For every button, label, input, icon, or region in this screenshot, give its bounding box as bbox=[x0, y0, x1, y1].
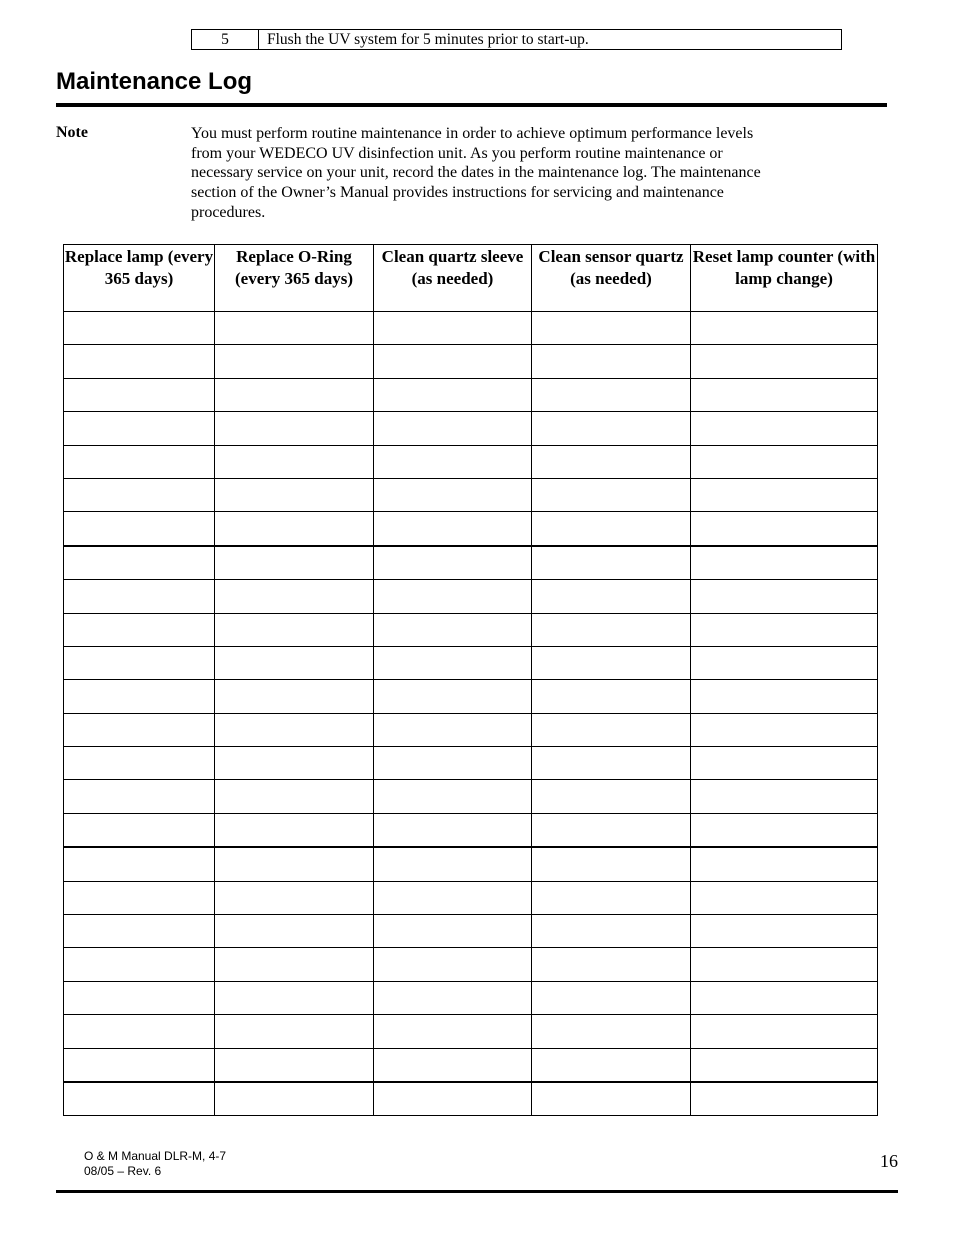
table-row bbox=[64, 1048, 878, 1082]
log-entry-cell[interactable] bbox=[532, 646, 691, 679]
log-entry-cell[interactable] bbox=[374, 948, 532, 981]
log-entry-cell[interactable] bbox=[374, 881, 532, 914]
step-text: Flush the UV system for 5 minutes prior to start-up. bbox=[267, 31, 589, 48]
log-entry-cell[interactable] bbox=[64, 915, 215, 948]
log-entry-cell[interactable] bbox=[532, 613, 691, 646]
log-entry-cell[interactable] bbox=[64, 312, 215, 345]
log-entry-cell[interactable] bbox=[532, 445, 691, 478]
log-entry-cell[interactable] bbox=[532, 813, 691, 847]
table-row bbox=[64, 1015, 878, 1048]
title-divider bbox=[56, 103, 887, 107]
log-entry-cell[interactable] bbox=[215, 1015, 374, 1048]
table-row bbox=[64, 546, 878, 580]
note-text: You must perform routine maintenance in order to achieve optimum performance levels from your WEDECO UV disinfection unit. As you perform routine maintenance or necessary service on your unit, record the dates in the maintenance log. The maintenance section of the Owner’s Manual provides instructions for servicing and maintenance procedures. bbox=[191, 125, 761, 221]
table-row bbox=[64, 680, 878, 713]
log-entry-cell[interactable] bbox=[374, 378, 532, 411]
table-row bbox=[64, 881, 878, 914]
table-header-row bbox=[64, 245, 878, 312]
table-row bbox=[64, 345, 878, 378]
log-entry-cell[interactable] bbox=[374, 813, 532, 847]
log-entry-cell[interactable] bbox=[532, 948, 691, 981]
log-entry-cell[interactable] bbox=[691, 713, 878, 746]
procedure-step-row bbox=[191, 29, 842, 50]
log-entry-cell[interactable] bbox=[532, 780, 691, 813]
log-entry-cell[interactable] bbox=[691, 1015, 878, 1048]
log-entry-cell[interactable] bbox=[374, 747, 532, 780]
footer-revision: 08/05 – Rev. 6 bbox=[84, 1164, 162, 1178]
log-entry-cell[interactable] bbox=[215, 948, 374, 981]
log-entry-cell[interactable] bbox=[691, 512, 878, 546]
table-row bbox=[64, 948, 878, 981]
log-entry-cell[interactable] bbox=[215, 847, 374, 881]
column-header-replace-o-ring: Replace O-Ring (every 365 days) bbox=[215, 245, 374, 312]
log-entry-cell[interactable] bbox=[215, 780, 374, 813]
column-header-reset-lamp-counter: Reset lamp counter (with lamp change) bbox=[691, 245, 878, 312]
log-entry-cell[interactable] bbox=[64, 813, 215, 847]
table-row bbox=[64, 646, 878, 679]
log-entry-cell[interactable] bbox=[691, 915, 878, 948]
table-row bbox=[64, 613, 878, 646]
log-entry-cell[interactable] bbox=[215, 412, 374, 445]
log-entry-cell[interactable] bbox=[64, 1015, 215, 1048]
log-entry-cell[interactable] bbox=[374, 713, 532, 746]
page-number: 16 bbox=[880, 1151, 898, 1171]
log-entry-cell[interactable] bbox=[374, 478, 532, 511]
log-entry-cell[interactable] bbox=[64, 981, 215, 1014]
log-entry-cell[interactable] bbox=[215, 312, 374, 345]
column-header-clean-sensor-quartz: Clean sensor quartz (as needed) bbox=[532, 245, 691, 312]
column-header-clean-quartz-sleeve: Clean quartz sleeve (as needed) bbox=[374, 245, 532, 312]
log-entry-cell[interactable] bbox=[215, 646, 374, 679]
log-entry-cell[interactable] bbox=[64, 948, 215, 981]
table-row bbox=[64, 445, 878, 478]
log-entry-cell[interactable] bbox=[215, 512, 374, 546]
log-entry-cell[interactable] bbox=[691, 747, 878, 780]
log-entry-cell[interactable] bbox=[691, 580, 878, 613]
table-row bbox=[64, 412, 878, 445]
table-row bbox=[64, 813, 878, 847]
maintenance-log-table bbox=[63, 244, 878, 1116]
footer-manual-info bbox=[84, 1149, 226, 1179]
table-body bbox=[64, 312, 878, 1116]
log-entry-cell[interactable] bbox=[374, 847, 532, 881]
log-entry-cell[interactable] bbox=[215, 378, 374, 411]
log-entry-cell[interactable] bbox=[374, 1015, 532, 1048]
log-entry-cell[interactable] bbox=[532, 1048, 691, 1082]
log-entry-cell[interactable] bbox=[532, 915, 691, 948]
log-entry-cell[interactable] bbox=[215, 445, 374, 478]
log-entry-cell[interactable] bbox=[64, 713, 215, 746]
log-entry-cell[interactable] bbox=[374, 345, 532, 378]
log-entry-cell[interactable] bbox=[532, 412, 691, 445]
log-entry-cell[interactable] bbox=[64, 580, 215, 613]
log-entry-cell[interactable] bbox=[64, 680, 215, 713]
log-entry-cell[interactable] bbox=[64, 546, 215, 580]
table-row bbox=[64, 512, 878, 546]
log-entry-cell[interactable] bbox=[532, 1015, 691, 1048]
log-entry-cell[interactable] bbox=[64, 345, 215, 378]
log-entry-cell[interactable] bbox=[64, 1048, 215, 1082]
log-entry-cell[interactable] bbox=[215, 478, 374, 511]
log-entry-cell[interactable] bbox=[532, 747, 691, 780]
log-entry-cell[interactable] bbox=[64, 445, 215, 478]
log-entry-cell[interactable] bbox=[532, 378, 691, 411]
log-entry-cell[interactable] bbox=[532, 512, 691, 546]
log-entry-cell[interactable] bbox=[374, 1082, 532, 1116]
log-entry-cell[interactable] bbox=[691, 613, 878, 646]
note-label: Note bbox=[56, 124, 88, 141]
log-entry-cell[interactable] bbox=[691, 445, 878, 478]
column-header-replace-lamp: Replace lamp (every 365 days) bbox=[64, 245, 215, 312]
log-entry-cell[interactable] bbox=[64, 512, 215, 546]
log-entry-cell[interactable] bbox=[215, 915, 374, 948]
log-entry-cell[interactable] bbox=[691, 948, 878, 981]
log-entry-cell[interactable] bbox=[691, 881, 878, 914]
log-entry-cell[interactable] bbox=[64, 478, 215, 511]
log-entry-cell[interactable] bbox=[532, 345, 691, 378]
log-entry-cell[interactable] bbox=[532, 478, 691, 511]
table-row bbox=[64, 312, 878, 345]
log-entry-cell[interactable] bbox=[374, 613, 532, 646]
table-row bbox=[64, 915, 878, 948]
table-row bbox=[64, 780, 878, 813]
log-entry-cell[interactable] bbox=[374, 445, 532, 478]
log-entry-cell[interactable] bbox=[691, 546, 878, 580]
log-entry-cell[interactable] bbox=[64, 378, 215, 411]
log-entry-cell[interactable] bbox=[532, 312, 691, 345]
log-entry-cell[interactable] bbox=[64, 646, 215, 679]
log-entry-cell[interactable] bbox=[215, 713, 374, 746]
log-entry-cell[interactable] bbox=[374, 1048, 532, 1082]
log-entry-cell[interactable] bbox=[532, 881, 691, 914]
log-entry-cell[interactable] bbox=[374, 646, 532, 679]
log-entry-cell[interactable] bbox=[532, 580, 691, 613]
log-entry-cell[interactable] bbox=[691, 378, 878, 411]
log-entry-cell[interactable] bbox=[532, 713, 691, 746]
log-entry-cell[interactable] bbox=[691, 345, 878, 378]
log-entry-cell[interactable] bbox=[215, 580, 374, 613]
table-row bbox=[64, 580, 878, 613]
log-entry-cell[interactable] bbox=[374, 412, 532, 445]
log-entry-cell[interactable] bbox=[374, 580, 532, 613]
log-entry-cell[interactable] bbox=[215, 747, 374, 780]
table-row bbox=[64, 981, 878, 1014]
table-row bbox=[64, 478, 878, 511]
log-entry-cell[interactable] bbox=[691, 780, 878, 813]
log-entry-cell[interactable] bbox=[64, 847, 215, 881]
log-entry-cell[interactable] bbox=[691, 412, 878, 445]
table-row bbox=[64, 847, 878, 881]
log-entry-cell[interactable] bbox=[691, 1048, 878, 1082]
table-row bbox=[64, 1082, 878, 1116]
log-entry-cell[interactable] bbox=[532, 680, 691, 713]
log-entry-cell[interactable] bbox=[64, 780, 215, 813]
log-entry-cell[interactable] bbox=[64, 412, 215, 445]
log-entry-cell[interactable] bbox=[374, 312, 532, 345]
log-entry-cell[interactable] bbox=[215, 881, 374, 914]
log-entry-cell[interactable] bbox=[64, 1082, 215, 1116]
log-entry-cell[interactable] bbox=[64, 881, 215, 914]
log-entry-cell[interactable] bbox=[215, 1082, 374, 1116]
log-entry-cell[interactable] bbox=[691, 1082, 878, 1116]
footer-divider bbox=[56, 1190, 898, 1193]
log-entry-cell[interactable] bbox=[215, 981, 374, 1014]
log-entry-cell[interactable] bbox=[374, 780, 532, 813]
log-entry-cell[interactable] bbox=[215, 546, 374, 580]
log-entry-cell[interactable] bbox=[215, 813, 374, 847]
log-entry-cell[interactable] bbox=[374, 915, 532, 948]
table-row bbox=[64, 747, 878, 780]
log-entry-cell[interactable] bbox=[215, 613, 374, 646]
log-entry-cell[interactable] bbox=[374, 512, 532, 546]
log-entry-cell[interactable] bbox=[64, 747, 215, 780]
footer-manual-title: O & M Manual DLR-M, 4-7 bbox=[84, 1149, 227, 1163]
log-entry-cell[interactable] bbox=[374, 546, 532, 580]
step-number: 5 bbox=[192, 30, 259, 49]
log-entry-cell[interactable] bbox=[691, 981, 878, 1014]
log-entry-cell[interactable] bbox=[691, 478, 878, 511]
log-entry-cell[interactable] bbox=[532, 546, 691, 580]
log-entry-cell[interactable] bbox=[215, 1048, 374, 1082]
log-entry-cell[interactable] bbox=[64, 613, 215, 646]
log-entry-cell[interactable] bbox=[691, 680, 878, 713]
log-entry-cell[interactable] bbox=[691, 646, 878, 679]
log-entry-cell[interactable] bbox=[215, 345, 374, 378]
log-entry-cell[interactable] bbox=[691, 312, 878, 345]
log-entry-cell[interactable] bbox=[532, 847, 691, 881]
log-entry-cell[interactable] bbox=[215, 680, 374, 713]
section-title: Maintenance Log bbox=[56, 68, 253, 95]
table-row bbox=[64, 378, 878, 411]
log-entry-cell[interactable] bbox=[374, 680, 532, 713]
log-entry-cell[interactable] bbox=[691, 847, 878, 881]
log-entry-cell[interactable] bbox=[532, 1082, 691, 1116]
log-entry-cell[interactable] bbox=[691, 813, 878, 847]
table-row bbox=[64, 713, 878, 746]
log-entry-cell[interactable] bbox=[374, 981, 532, 1014]
log-entry-cell[interactable] bbox=[532, 981, 691, 1014]
